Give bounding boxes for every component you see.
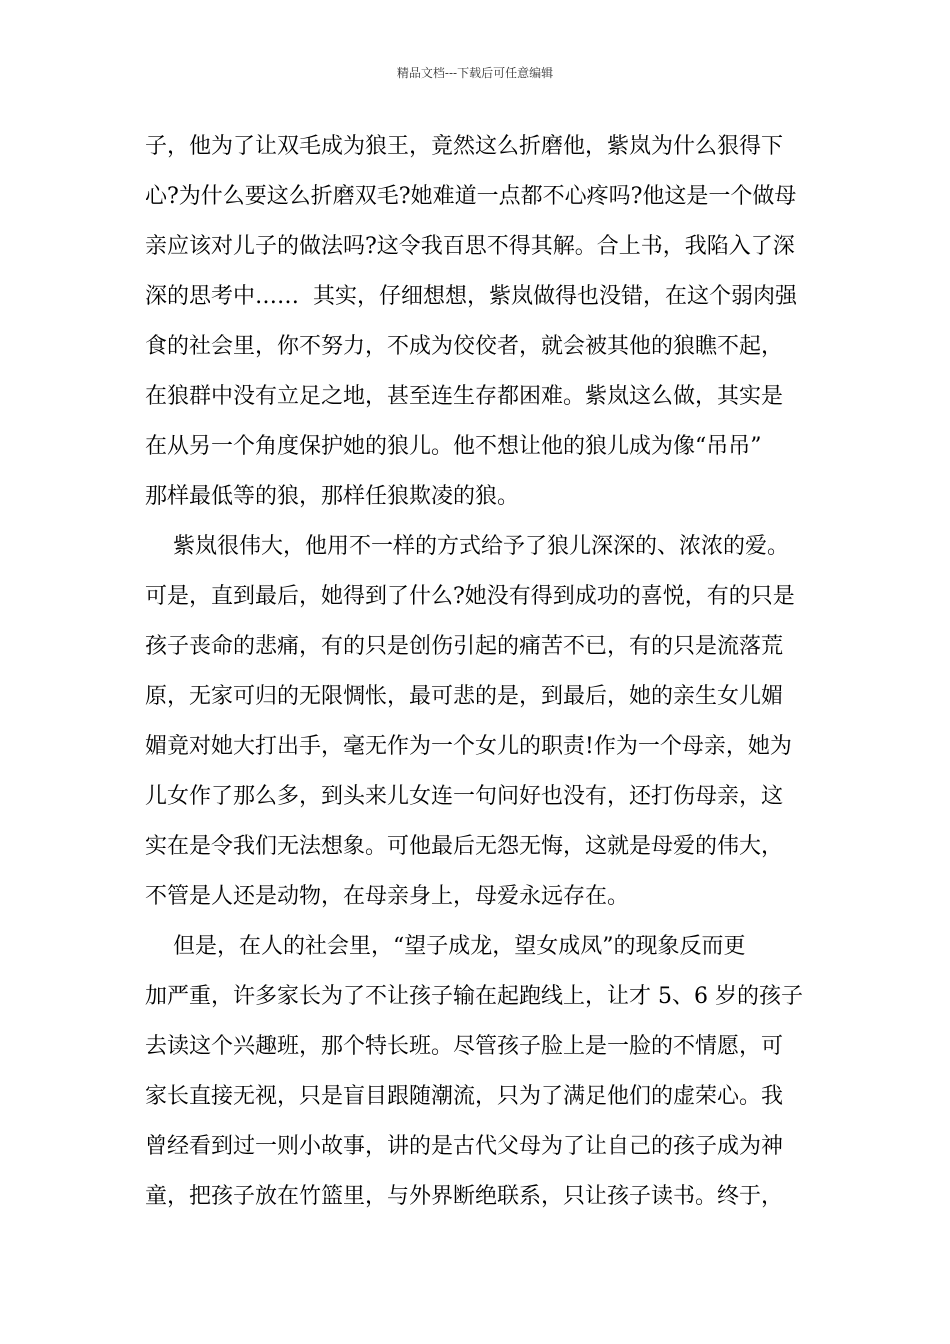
text-line: 可是，直到最后，她得到了什么?她没有得到成功的喜悦，有的只是 <box>145 584 795 609</box>
text-line: 但是，在人的社会里，“望子成龙，望女成凤”的现象反而更 <box>145 934 746 959</box>
text-line: 孩子丧命的悲痛，有的只是创伤引起的痛苦不已，有的只是流落荒 <box>145 634 784 659</box>
text-line: 实在是令我们无法想象。可他最后无怨无悔，这就是母爱的伟大， <box>145 834 784 859</box>
text-line: 媚竟对她大打出手，毫无作为一个女儿的职责!作为一个母亲，她为 <box>145 734 792 759</box>
text-line: 童，把孩子放在竹篮里，与外界断绝联系，只让孩子读书。终于， <box>145 1184 784 1209</box>
text-line: 曾经看到过一则小故事，讲的是古代父母为了让自己的孩子成为神 <box>145 1134 784 1159</box>
text-line: 加严重，许多家长为了不让孩子输在起跑线上，让才 5、6 岁的孩子 <box>145 984 803 1009</box>
text-line: 在从另一个角度保护她的狼儿。他不想让他的狼儿成为像“吊吊” <box>145 434 762 459</box>
text-line: 儿女作了那么多，到头来儿女连一句问好也没有，还打伤母亲，这 <box>145 784 784 809</box>
text-line: 在狼群中没有立足之地，甚至连生存都困难。紫岚这么做，其实是 <box>145 384 784 409</box>
text-line: 那样最低等的狼，那样任狼欺凌的狼。 <box>145 484 520 509</box>
text-line: 心?为什么要这么折磨双毛?她难道一点都不心疼吗?他这是一个做母 <box>145 184 797 209</box>
text-line: 家长直接无视，只是盲目跟随潮流，只为了满足他们的虚荣心。我 <box>145 1084 784 1109</box>
page-header: 精品文档---下载后可任意编辑 <box>396 66 554 80</box>
text-line: 子，他为了让双毛成为狼王，竟然这么折磨他，紫岚为什么狠得下 <box>145 134 784 159</box>
text-line: 去读这个兴趣班，那个特长班。尽管孩子脸上是一脸的不情愿，可 <box>145 1034 784 1059</box>
text-line: 不管是人还是动物，在母亲身上，母爱永远存在。 <box>145 884 630 909</box>
text-line: 亲应该对儿子的做法吗?这令我百思不得其解。合上书，我陷入了深 <box>145 234 795 259</box>
text-line: 原，无家可归的无限惆怅，最可悲的是，到最后，她的亲生女儿媚 <box>145 684 784 709</box>
text-line: 紫岚很伟大，他用不一样的方式给予了狼儿深深的、浓浓的爱。 <box>145 534 789 559</box>
text-line: 食的社会里，你不努力，不成为佼佼者，就会被其他的狼瞧不起， <box>145 334 784 359</box>
text-line: 深的思考中…… 其实，仔细想想，紫岚做得也没错，在这个弱肉强 <box>145 284 797 309</box>
